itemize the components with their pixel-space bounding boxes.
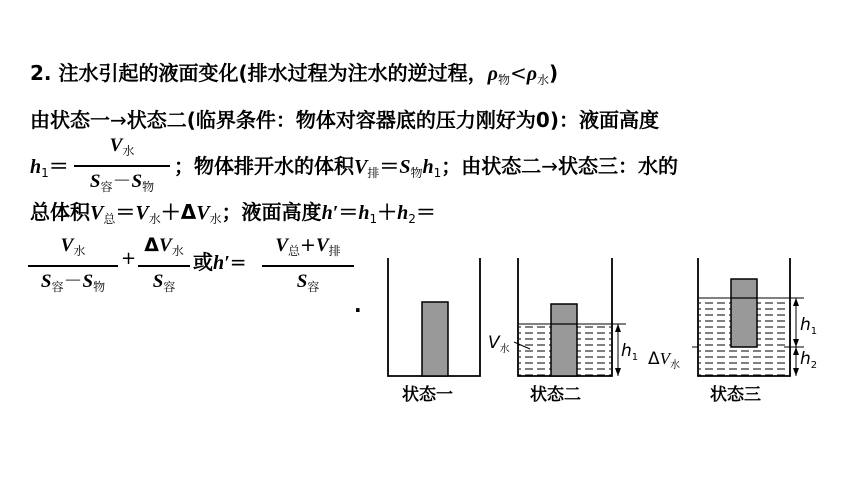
equals-2: ＝ — [338, 200, 359, 224]
equals: ＝ — [115, 200, 136, 224]
text-state-two: 状态二 — [126, 108, 187, 132]
block — [731, 279, 757, 347]
s-symbol-2: S — [82, 271, 94, 292]
heading-title: 注水引起的液面变化 — [58, 61, 239, 85]
or-h-prime — [193, 249, 247, 276]
h2-sub: 2 — [408, 212, 416, 226]
rho-symbol: ρ — [487, 63, 498, 85]
h1-symbol: h — [358, 202, 370, 224]
block — [551, 304, 577, 376]
s-symbol: S — [89, 171, 101, 192]
fraction-bar — [74, 165, 170, 167]
s-sub: 容 — [51, 280, 64, 294]
block — [422, 302, 448, 376]
s-sub-2: 物 — [93, 280, 106, 294]
or-text: 或 — [193, 250, 213, 274]
fraction-denominator — [138, 269, 190, 299]
state-two-container — [514, 258, 626, 376]
delta-symbol: Δ — [180, 200, 197, 224]
v-sub: 水 — [122, 144, 135, 158]
text-state-one: 由状态一 — [30, 108, 110, 132]
states-figure — [380, 252, 830, 412]
plus: ＋ — [160, 200, 181, 224]
line-2 — [30, 107, 659, 133]
fraction-bar — [262, 265, 354, 267]
line-3-text — [174, 153, 678, 186]
rho-sub-object: 物 — [497, 73, 510, 87]
fraction-delta — [138, 233, 190, 299]
s-symbol-2: S — [131, 171, 143, 192]
v-total: V — [275, 235, 289, 256]
state-three-container — [692, 258, 804, 376]
text-total-volume: 总体积 — [30, 200, 90, 224]
equals-3: ＝ — [415, 200, 436, 224]
v-displaced-sub: 排 — [328, 244, 341, 258]
equals: ＝ — [48, 154, 69, 178]
h-prime: h′ — [213, 252, 230, 274]
v-symbol: V — [159, 235, 172, 256]
state-one-label: 状态一 — [402, 385, 453, 405]
v-sub: 水 — [73, 244, 86, 258]
fraction-denominator — [74, 169, 170, 199]
s-sub: 容 — [307, 280, 320, 294]
text-displaced-volume: ；物体排开水的体积 — [174, 154, 354, 178]
heading-paren-text: 排水过程为注水的逆过程， — [247, 61, 488, 85]
fraction-bar — [28, 265, 118, 267]
fraction-denominator — [28, 269, 118, 299]
fraction-numerator — [138, 233, 190, 263]
s-symbol: S — [40, 271, 52, 292]
fraction-denominator — [262, 269, 354, 299]
delta-v-label: $\Delta V_水$ — [648, 349, 681, 371]
s-object-sub: 物 — [410, 166, 423, 180]
text-state-three: 状态三：水的 — [558, 154, 679, 178]
h1-sub: 1 — [433, 166, 442, 180]
v-total-sub: 总 — [288, 244, 301, 258]
h1-symbol: h — [422, 156, 434, 178]
arrow-2: → — [541, 154, 559, 178]
h-symbol: h — [30, 156, 42, 178]
delta-symbol: Δ — [144, 234, 159, 256]
critical-condition: (临界条件：物体对容器底的压力刚好为0) — [186, 108, 559, 132]
h1-sub: 1 — [369, 212, 378, 226]
arrow: → — [110, 108, 127, 132]
v-water-label: $V_水$ — [488, 333, 510, 355]
v-total: V — [90, 202, 104, 224]
s-sub-2: 物 — [142, 180, 155, 194]
v-water: V — [135, 202, 149, 224]
h2-symbol: h — [397, 202, 409, 224]
s-symbol: S — [152, 271, 164, 292]
fraction-total — [262, 233, 354, 299]
state-two-label: 状态二 — [530, 385, 581, 405]
h2-label-state-three: $h_2$ — [800, 349, 818, 371]
v-symbol: V — [109, 135, 123, 156]
h1-label-state-three: $h_1$ — [800, 315, 818, 337]
v-water-delta: V — [196, 202, 210, 224]
fraction-h1 — [74, 133, 170, 199]
state-three-label: 状态三 — [710, 385, 761, 405]
fraction-bar — [138, 265, 190, 267]
plus: + — [300, 234, 316, 256]
state-one-container — [388, 258, 480, 376]
v-total-sub: 总 — [103, 212, 116, 226]
heading-line — [30, 60, 558, 93]
text-height: ；液面高度 — [221, 200, 322, 224]
h1-label — [30, 153, 69, 186]
v-sub: 水 — [171, 244, 184, 258]
v-displaced: V — [354, 156, 368, 178]
less-than: < — [509, 61, 527, 85]
plus-sign: + — [121, 248, 137, 269]
rho-sub-water: 水 — [537, 73, 550, 87]
equals: = — [229, 250, 247, 274]
period: . — [354, 293, 362, 317]
fraction-numerator — [262, 233, 354, 263]
line-4 — [30, 199, 436, 232]
equals-2: ＝ — [379, 154, 400, 178]
h-sub: 1 — [41, 166, 49, 180]
rho-symbol-2: ρ — [526, 63, 538, 85]
fraction-numerator — [28, 233, 118, 263]
plus-2: ＋ — [377, 200, 398, 224]
v-symbol: V — [60, 235, 74, 256]
paren-open: ( — [238, 61, 248, 85]
v-displaced-sub: 排 — [367, 166, 380, 180]
text-liquid-height: ：液面高度 — [558, 108, 659, 132]
text-state-two-b: ；由状态二 — [441, 154, 542, 178]
heading-number: 2. — [30, 61, 52, 85]
fraction-numerator — [74, 133, 170, 163]
minus: － — [63, 270, 83, 292]
s-sub: 容 — [163, 280, 176, 294]
s-object: S — [399, 156, 411, 178]
h-prime: h′ — [321, 202, 339, 224]
h1-label-state-two: $h_1$ — [621, 341, 639, 363]
s-sub: 容 — [100, 180, 113, 194]
s-symbol: S — [296, 271, 308, 292]
fraction-water — [28, 233, 118, 299]
minus: － — [112, 170, 132, 192]
v-water-delta-sub: 水 — [209, 212, 222, 226]
paren-close: ) — [549, 61, 559, 85]
v-displaced: V — [315, 235, 329, 256]
v-water-sub: 水 — [148, 212, 161, 226]
